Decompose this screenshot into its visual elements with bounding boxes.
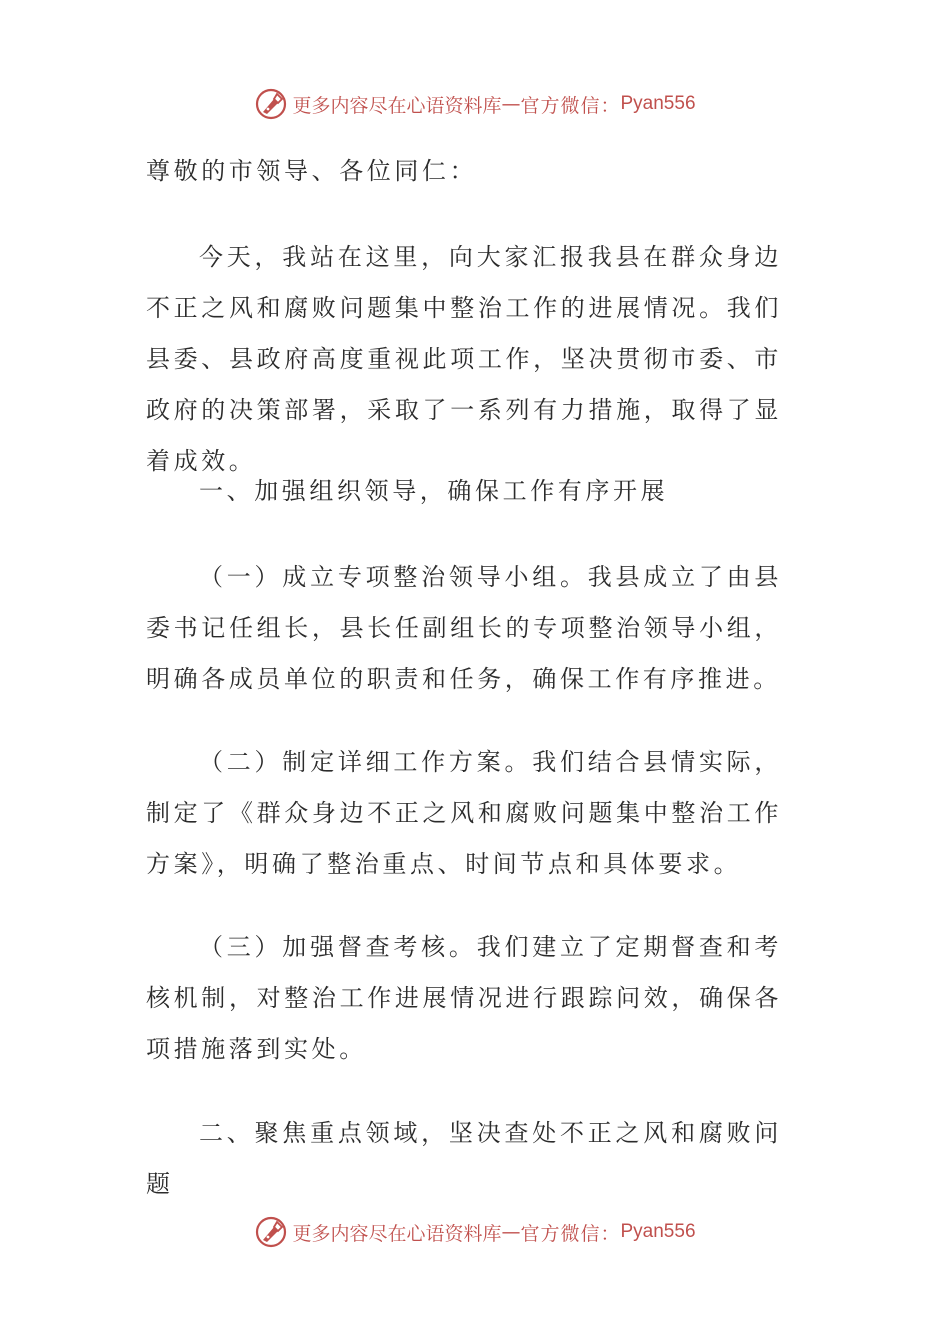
banner-dash: — <box>501 93 521 115</box>
header-banner <box>0 84 950 124</box>
wechat-label: 官方微信： <box>520 94 621 117</box>
section2-heading: 二、聚焦重点领域，坚决查处不正之风和腐败问题 <box>146 1119 782 1198</box>
library-promo-text: 更多内容尽在心语资料库 <box>292 94 502 117</box>
wechat-id: Pyan556 <box>620 93 696 114</box>
section1-heading: 一、加强组织领导，确保工作有序开展 <box>199 477 669 505</box>
library-promo-text: 更多内容尽在心语资料库 <box>292 1222 502 1245</box>
wechat-id: Pyan556 <box>620 1221 696 1242</box>
footer-banner <box>0 1212 950 1252</box>
section1-item1: （一）成立专项整治领导小组。我县成立了由县委书记任组长，县长任副组长的专项整治领导小组，明确各成员单位的职责和任务，确保工作有序推进。 <box>146 563 782 693</box>
section1-item3: （三）加强督查考核。我们建立了定期督查和考核机制，对整治工作进展情况进行跟踪问效，确保各项措施落到实处。 <box>146 933 782 1063</box>
pen-nib-logo-icon <box>254 1215 288 1249</box>
section1-item2: （二）制定详细工作方案。我们结合县情实际，制定了《群众身边不正之风和腐败问题集中整治工作方案》，明确了整治重点、时间节点和具体要求。 <box>146 748 782 878</box>
pen-nib-logo-icon <box>254 87 288 121</box>
wechat-label: 官方微信： <box>520 1222 621 1245</box>
intro-paragraph: 今天，我站在这里，向大家汇报我县在群众身边不正之风和腐败问题集中整治工作的进展情况。我们县委、县政府高度重视此项工作，坚决贯彻市委、市政府的决策部署，采取了一系列有力措施，取得了显着成效。 <box>146 243 782 475</box>
salutation: 尊敬的市领导、各位同仁： <box>146 157 478 185</box>
banner-dash: — <box>501 1221 521 1243</box>
